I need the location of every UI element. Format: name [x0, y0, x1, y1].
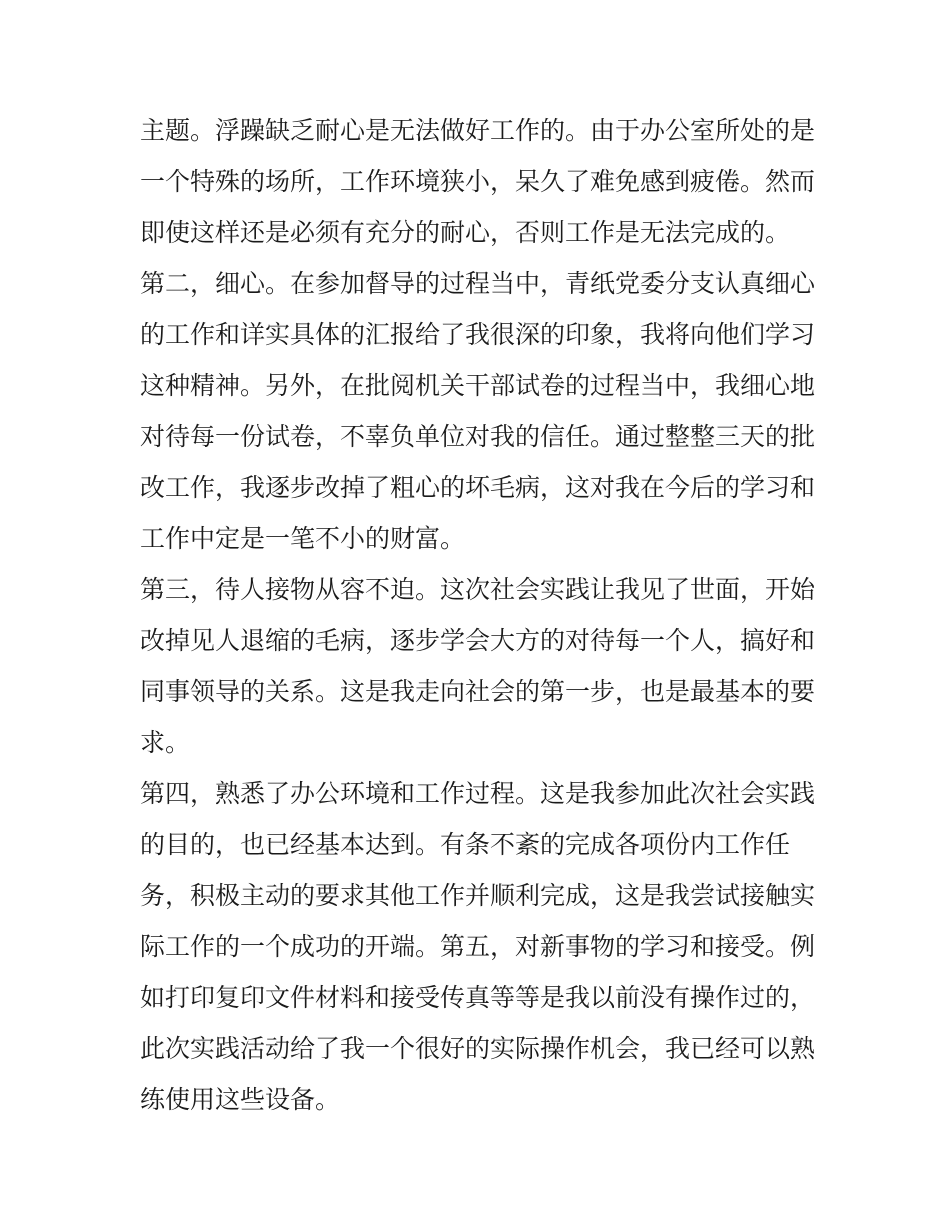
text-line: 的工作和详实具体的汇报给了我很深的印象，我将向他们学习: [140, 320, 816, 349]
text-line: 求。: [140, 728, 191, 757]
text-line: 对待每一份试卷，不辜负单位对我的信任。通过整整三天的批: [140, 422, 816, 451]
text-line: 的目的，也已经基本达到。有条不紊的完成各项份内工作任: [140, 830, 791, 859]
text-line: 如打印复印文件材料和接受传真等等是我以前没有操作过的，: [140, 983, 816, 1012]
text-line: 第二，细心。在参加督导的过程当中，青纸党委分支认真细心: [140, 269, 816, 298]
text-line: 改掉见人退缩的毛病，逐步学会大方的对待每一个人，搞好和: [140, 626, 816, 655]
text-line: 即使这样还是必须有充分的耐心，否则工作是无法完成的。: [140, 218, 791, 247]
text-line: 主题。浮躁缺乏耐心是无法做好工作的。由于办公室所处的是: [140, 116, 816, 145]
text-line: 第三，待人接物从容不迫。这次社会实践让我见了世面，开始: [140, 575, 816, 604]
text-line: 这种精神。另外，在批阅机关干部试卷的过程当中，我细心地: [140, 371, 816, 400]
text-line: 第四，熟悉了办公环境和工作过程。这是我参加此次社会实践: [140, 779, 816, 808]
text-line: 练使用这些设备。: [140, 1085, 341, 1114]
text-line: 此次实践活动给了我一个很好的实际操作机会，我已经可以熟: [140, 1034, 816, 1063]
text-line: 工作中定是一笔不小的财富。: [140, 524, 466, 553]
document-body: [140, 105, 816, 1125]
text-line: 一个特殊的场所，工作环境狭小，呆久了难免感到疲倦。然而: [140, 167, 816, 196]
text-line: 改工作，我逐步改掉了粗心的坏毛病，这对我在今后的学习和: [140, 473, 816, 502]
text-line: 务，积极主动的要求其他工作并顺利完成，这是我尝试接触实: [140, 881, 816, 910]
text-line: 同事领导的关系。这是我走向社会的第一步，也是最基本的要: [140, 677, 816, 706]
text-line: 际工作的一个成功的开端。第五，对新事物的学习和接受。例: [140, 932, 816, 961]
